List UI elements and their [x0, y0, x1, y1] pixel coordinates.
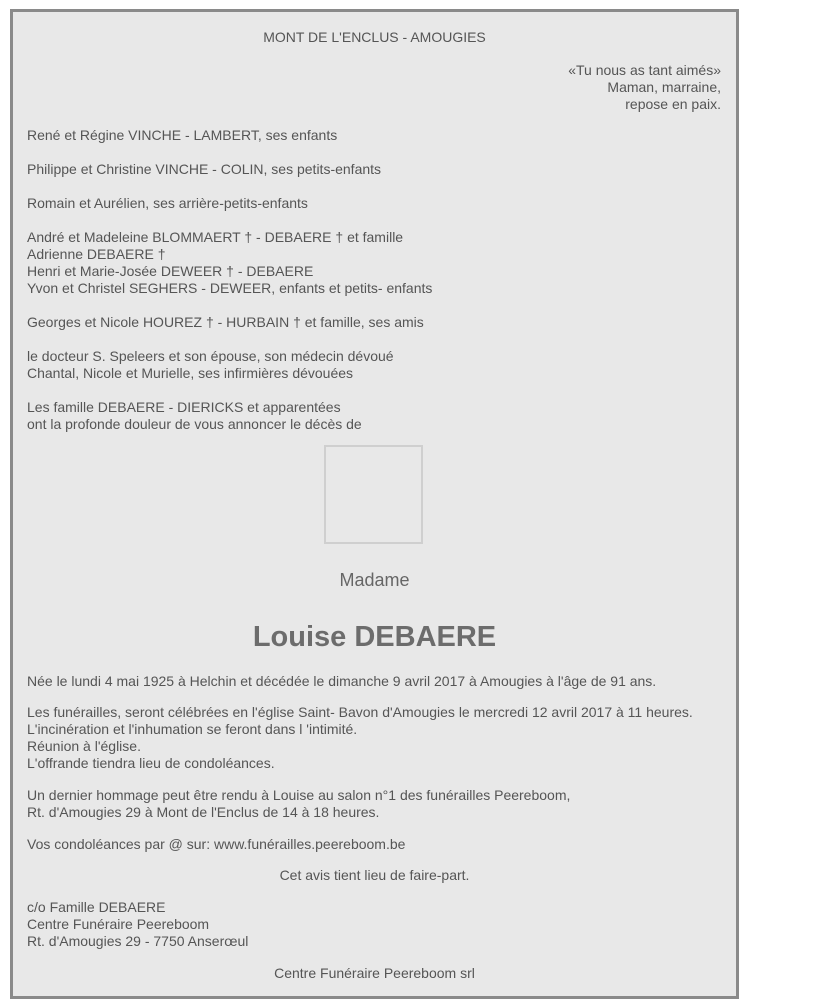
funeral-line: L'offrande tiendra lieu de condoléances.: [27, 755, 275, 771]
family-great-grandchildren: Romain et Aurélien, ses arrière-petits-enfants: [27, 195, 308, 211]
deceased-name: Louise DEBAERE: [252, 621, 497, 653]
quote-line-1: «Tu nous as tant aimés»: [568, 62, 721, 78]
family-grandchildren: Philippe et Christine VINCHE - COLIN, ses petits-enfants: [27, 161, 382, 177]
quote-line-3: repose en paix.: [625, 96, 721, 112]
family-children: René et Régine VINCHE - LAMBERT, ses enfants: [27, 127, 338, 143]
birth-death-dates: Née le lundi 4 mai 1925 à Helchin et décédée le dimanche 9 avril 2017 à Amougies à l'âge de 91 ans.: [27, 673, 657, 689]
funeral-line: Réunion à l'église.: [27, 738, 141, 754]
address-line: Rt. d'Amougies 29 - 7750 Anserœul: [27, 933, 249, 949]
obituary-card: [10, 9, 739, 999]
family-sibling: André et Madeleine BLOMMAERT † - DEBAERE † et famille: [27, 229, 404, 245]
announce-line: ont la profonde douleur de vous annoncer le décès de: [27, 416, 362, 432]
announce-line: Les famille DEBAERE - DIERICKS et apparentées: [27, 399, 341, 415]
footer-company: Centre Funéraire Peereboom srl: [274, 965, 475, 981]
family-sibling: Yvon et Christel SEGHERS - DEWEER, enfants et petits- enfants: [27, 280, 433, 296]
homage-line: Un dernier hommage peut être rendu à Louise au salon n°1 des funérailles Peereboom,: [27, 787, 571, 803]
funeral-line: L'incinération et l'inhumation se feront dans l 'intimité.: [27, 721, 358, 737]
homage-line: Rt. d'Amougies 29 à Mont de l'Enclus de 14 à 18 heures.: [27, 804, 380, 820]
family-sibling: Adrienne DEBAERE †: [27, 246, 166, 262]
location-header: MONT DE L'ENCLUS - AMOUGIES: [263, 29, 486, 45]
portrait-photo-placeholder: [324, 445, 423, 544]
address-line: c/o Famille DEBAERE: [27, 899, 166, 915]
notice-text: Cet avis tient lieu de faire-part.: [279, 867, 470, 883]
quote-line-2: Maman, marraine,: [607, 79, 721, 95]
care-line: le docteur S. Speleers et son épouse, son médecin dévoué: [27, 348, 394, 364]
family-sibling: Henri et Marie-Josée DEWEER † - DEBAERE: [27, 263, 314, 279]
care-line: Chantal, Nicole et Murielle, ses infirmières dévouées: [27, 365, 354, 381]
funeral-line: Les funérailles, seront célébrées en l'église Saint- Bavon d'Amougies le mercredi 12 avril 2017 à 11 heures.: [27, 704, 693, 720]
deceased-title: Madame: [339, 570, 410, 590]
address-line: Centre Funéraire Peereboom: [27, 916, 210, 932]
condolences-link[interactable]: Vos condoléances par @ sur: www.funérailles.peereboom.be: [27, 836, 406, 852]
family-friends: Georges et Nicole HOUREZ † - HURBAIN † et famille, ses amis: [27, 314, 424, 330]
